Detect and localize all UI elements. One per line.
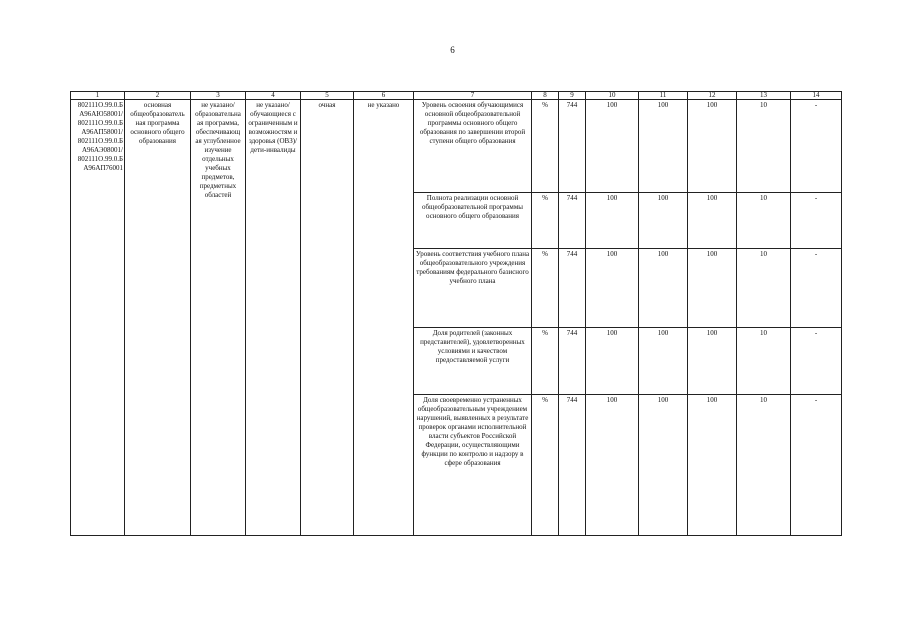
code-cell: 744: [559, 249, 586, 328]
col-header-6: 6: [354, 92, 414, 100]
unit-cell: %: [532, 328, 559, 395]
value-cell: 100: [688, 193, 737, 249]
value-cell: 100: [586, 193, 639, 249]
indicator-cell: Доля своевременно устраненных общеобразовательным учреждением нарушений, выявленных в результате проверок органами исполнительной власти субъектов Российской Федерации, осуществляющими функции по контролю и надзору в сфере образования: [414, 395, 532, 536]
dash-cell: -: [791, 100, 842, 193]
quality-indicators-table: [70, 91, 842, 536]
col-header-8: 8: [532, 92, 559, 100]
program-type-cell: не указано/ образовательна ая программа, обеспечивающ ая углубленное изучение отдельных учебных предметов, предметных областей: [191, 100, 246, 536]
deviation-cell: 10: [737, 249, 791, 328]
code-cell: 744: [559, 328, 586, 395]
program-cell: основная общеобразователь ная программа основного общего образования: [125, 100, 191, 536]
value-cell: 100: [586, 395, 639, 536]
col-header-3: 3: [191, 92, 246, 100]
value-cell: 100: [586, 249, 639, 328]
unit-cell: %: [532, 249, 559, 328]
deviation-cell: 10: [737, 395, 791, 536]
code-cell: 744: [559, 193, 586, 249]
value-cell: 100: [688, 100, 737, 193]
indicator-cell: Уровень освоения обучающимися основной общеобразовательной программы основного общего образования по завершении второй ступени общего образования: [414, 100, 532, 193]
value-cell: 100: [639, 328, 688, 395]
dash-cell: -: [791, 328, 842, 395]
unit-cell: %: [532, 193, 559, 249]
col-header-14: 14: [791, 92, 842, 100]
unit-cell: %: [532, 395, 559, 536]
other-cell: не указано: [354, 100, 414, 536]
value-cell: 100: [586, 100, 639, 193]
value-cell: 100: [639, 395, 688, 536]
deviation-cell: 10: [737, 328, 791, 395]
indicator-cell: Доля родителей (законных представителей), удовлетворенных условиями и качеством предоставляемой услуги: [414, 328, 532, 395]
code-cell: 744: [559, 395, 586, 536]
header-row: [71, 92, 842, 100]
value-cell: 100: [688, 249, 737, 328]
deviation-cell: 10: [737, 100, 791, 193]
value-cell: 100: [639, 249, 688, 328]
col-header-1: 1: [71, 92, 125, 100]
form-of-study-cell: очная: [301, 100, 354, 536]
registry-codes-cell: 802111О.99.0.Б А96АЮ58001/ 802111О.99.0.Б А96АП58001/ 802111О.99.0.Б А96АЭ08001/ 802111О.99.0.Б А96АП76001: [71, 100, 125, 536]
col-header-5: 5: [301, 92, 354, 100]
student-category-cell: не указано/ обучающиеся с ограниченным и возможностям и здоровья (ОВЗ)/ дети-инвалиды: [246, 100, 301, 536]
deviation-cell: 10: [737, 193, 791, 249]
value-cell: 100: [639, 193, 688, 249]
col-header-12: 12: [688, 92, 737, 100]
col-header-9: 9: [559, 92, 586, 100]
value-cell: 100: [688, 328, 737, 395]
dash-cell: -: [791, 395, 842, 536]
indicator-cell: Полнота реализации основной общеобразовательной программы основного общего образования: [414, 193, 532, 249]
col-header-2: 2: [125, 92, 191, 100]
value-cell: 100: [688, 395, 737, 536]
page-number: 6: [450, 45, 455, 55]
dash-cell: -: [791, 249, 842, 328]
col-header-4: 4: [246, 92, 301, 100]
col-header-11: 11: [639, 92, 688, 100]
col-header-13: 13: [737, 92, 791, 100]
unit-cell: %: [532, 100, 559, 193]
value-cell: 100: [586, 328, 639, 395]
dash-cell: -: [791, 193, 842, 249]
table-row: [71, 100, 842, 193]
code-cell: 744: [559, 100, 586, 193]
indicator-cell: Уровень соответствия учебного плана общеобразовательного учреждения требованиям федерального базисного учебного плана: [414, 249, 532, 328]
value-cell: 100: [639, 100, 688, 193]
col-header-7: 7: [414, 92, 532, 100]
col-header-10: 10: [586, 92, 639, 100]
